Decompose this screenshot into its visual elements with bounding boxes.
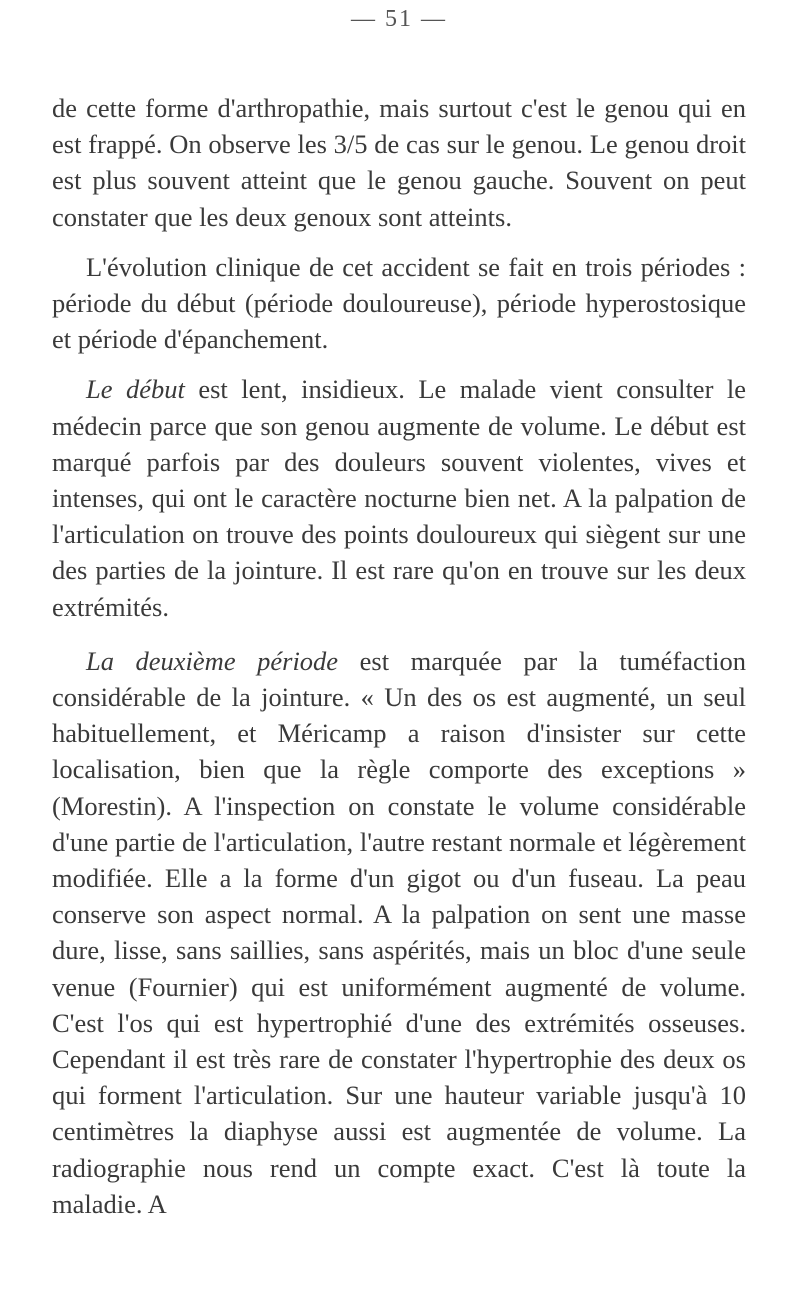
page-number: — 51 — [351, 6, 447, 32]
paragraph-second-period [52, 643, 746, 1222]
paragraph-text: de cette forme d'arthropathie, mais surtout c'est le genou qui en est frappé. On observe les 3/5 de cas sur le genou. Le genou droit est plus souvent atteint que le genou gauche. Souvent on peut constater que les deux genoux sont atteints. [52, 93, 746, 232]
paragraph-text: L'évolution clinique de cet accident se fait en trois périodes : période du début (période douloureuse), période hyperostosique et période d'épanchement. [52, 251, 746, 355]
paragraph-text: est marquée par la tuméfaction considérable de la jointure. « Un des os est augmenté, un seul habituellement, et Méricamp a raison d'insister sur cette localisation, bien que la règle comporte des exceptions » (Morestin). A l'inspection on constate le volume considérable d'une partie de l'articulation, l'autre restant normale et légèrement modifiée. Elle a la forme d'un gigot ou d'un fuseau. La peau conserve son aspect normal. A la palpation on sent une masse dure, lisse, sans saillies, sans aspérités, mais un bloc d'une seule venue (Fournier) qui est uniformément augmenté de volume. C'est l'os qui est hypertrophié d'une des extrémités osseuses. Cependant il est très rare de constater l'hypertrophie des deux os qui forment l'articulation. Sur une hauteur variable jusqu'à 10 centimètres la diaphyse aussi est augmentée de volume. La radiographie nous rend un compte exact. C'est là toute la maladie. A [52, 645, 746, 1219]
paragraph-text: est lent, insidieux. Le malade vient consulter le médecin parce que son genou augmente de volume. Le début est marqué parfois par des douleurs souvent violentes, vives et intenses, qui ont le caractère nocturne bien net. A la palpation de l'articulation on trouve des points douloureux qui siègent sur une des parties de la jointure. Il est rare qu'on en trouve sur les deux extrémités. [52, 374, 747, 622]
document-page [52, 6, 747, 1222]
paragraph-lead-italic: La deuxième période [86, 645, 339, 676]
paragraph-clinical-evolution [52, 249, 746, 358]
paragraph-knee-frequency [52, 90, 746, 235]
paragraph-lead-italic: Le début [86, 374, 185, 405]
paragraph-onset [52, 371, 746, 624]
